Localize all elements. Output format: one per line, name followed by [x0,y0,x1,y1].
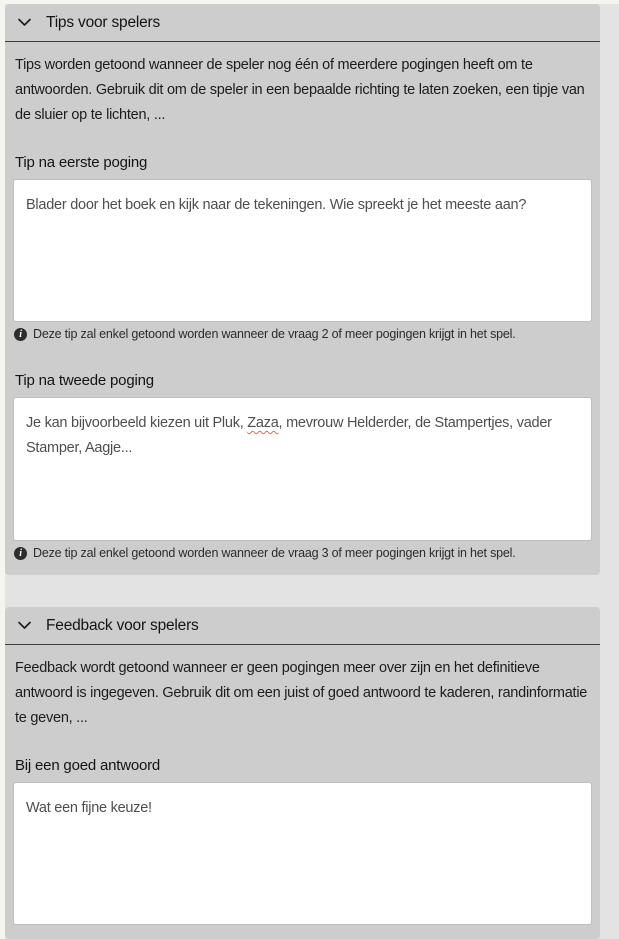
good-answer-textarea[interactable] [13,782,592,925]
tip-second-attempt-label: Tip na tweede poging [15,372,154,389]
tip-first-attempt-note [13,327,592,342]
textarea-text: Wat een fijne keuze! [26,800,152,816]
tip-second-attempt-textarea[interactable] [13,397,592,541]
info-icon [14,328,27,341]
section-tips [5,4,600,575]
section-tips-body [5,53,600,575]
tip-first-attempt-label: Tip na eerste poging [15,154,148,171]
section-title: Tips voor spelers [46,13,161,31]
textarea-text: Je kan bijvoorbeeld kiezen uit Pluk, [26,415,248,431]
tip-first-attempt-textarea[interactable] [13,179,592,322]
textarea-text: , mevrouw Helderder, de Stampertjes, vader Stamper, Aagje... [26,415,552,456]
section-title: Feedback voor spelers [46,616,199,634]
chevron-down-icon [18,18,31,27]
chevron-down-icon [18,621,31,630]
good-answer-label: Bij een goed antwoord [15,757,161,774]
note-text: Deze tip zal enkel getoond worden wanneer de vraag 2 of meer pogingen krijgt in het spel. [33,327,516,341]
section-feedback-header[interactable] [5,607,600,645]
section-feedback-body [5,656,600,939]
section-description: Tips worden getoond wanneer de speler nog één of meerdere pogingen heeft om te antwoorden. Gebruik dit om de speler in een bepaalde richting te laten zoeken, een tipje van de sluier op te lichten, ... [15,57,585,123]
tip-second-attempt-note [13,546,592,561]
form-panel [5,4,619,939]
info-icon [14,547,27,560]
note-text: Deze tip zal enkel getoond worden wanneer de vraag 3 of meer pogingen krijgt in het spel. [33,546,516,560]
section-description: Feedback wordt getoond wanneer er geen pogingen meer over zijn en het definitieve antwoord is ingegeven. Gebruik dit om een juist of goed antwoord te kaderen, randinformatie te geven, ... [15,660,588,726]
textarea-text: Blader door het boek en kijk naar de tekeningen. Wie spreekt je het meeste aan? [26,197,527,213]
section-feedback [5,607,600,939]
misspelled-word: Zaza [247,415,279,431]
section-tips-header[interactable] [5,4,600,42]
